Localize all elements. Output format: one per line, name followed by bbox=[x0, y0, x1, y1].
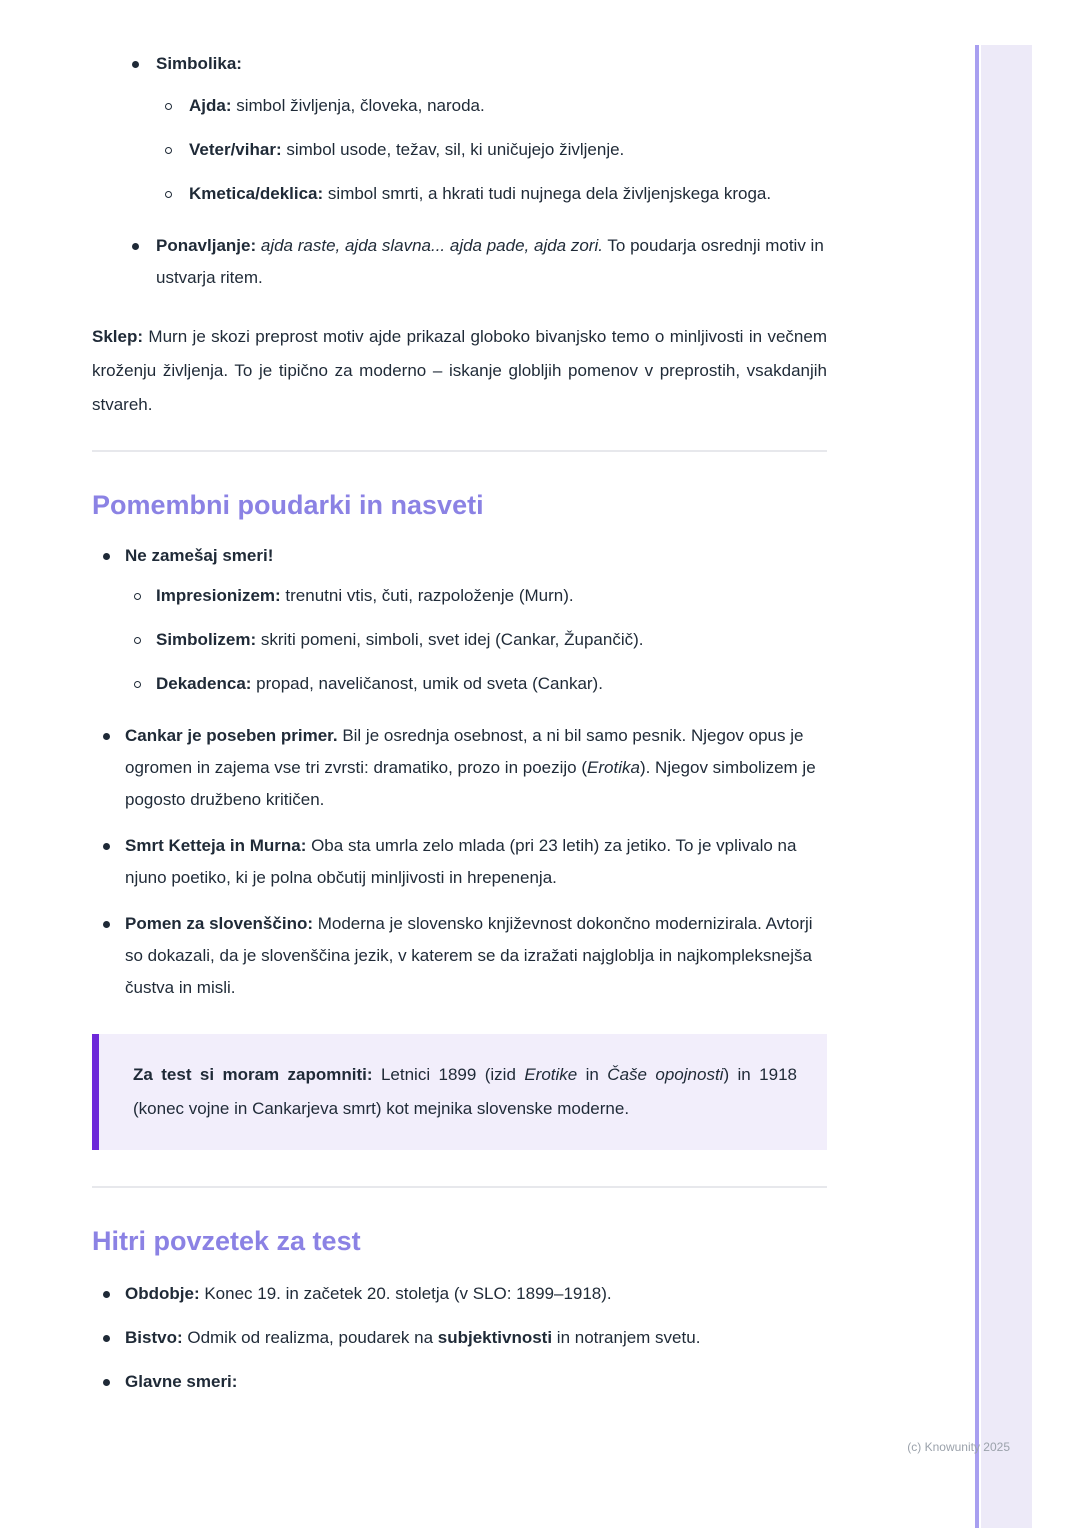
list-subitem bbox=[92, 178, 827, 210]
circle-marker bbox=[165, 90, 189, 110]
list-item-text: Cankar je poseben primer. Bil je osrednja osebnost, a ni bil samo pesnik. Njegov opus je ogromen in zajema vse tri zvrsti: dramatiko, prozo in poezijo (Erotika). Njegov simbolizem je pogosto družbeno kritičen. bbox=[125, 726, 816, 809]
bullet-marker bbox=[103, 1322, 125, 1342]
bullet-marker bbox=[103, 720, 125, 740]
list-item bbox=[92, 830, 827, 894]
list-item-text: Pomen za slovenščino: Moderna je slovensko književnost dokončno modernizirala. Avtorji so dokazali, da je slovenščina jezik, v katerem se da izražati najgloblja in najkompleksnejša čustva in misli. bbox=[125, 914, 813, 997]
list-item bbox=[92, 48, 827, 80]
bullet-marker bbox=[132, 48, 156, 68]
list-subitem bbox=[92, 624, 827, 656]
bullet-marker bbox=[103, 830, 125, 850]
sklep-paragraph: Sklep: Murn je skozi preprost motiv ajde prikazal globoko bivanjsko temo o minljivosti in večnem kroženju življenja. To je tipično za moderno – iskanje globljih pomenov v preprostih, vsakdanjih stvareh. bbox=[92, 327, 827, 414]
list-item bbox=[92, 1278, 827, 1310]
list-subitem bbox=[92, 668, 827, 700]
list-item bbox=[92, 908, 827, 1004]
list-item bbox=[92, 540, 827, 572]
list-item-text: Glavne smeri: bbox=[125, 1372, 238, 1391]
bullet-marker bbox=[103, 540, 125, 560]
list-item-text: Ponavljanje: ajda raste, ajda slavna... ajda pade, ajda zori. To poudarja osrednji motiv in ustvarja ritem. bbox=[156, 236, 824, 287]
list-item-text: Ajda: simbol življenja, človeka, naroda. bbox=[189, 96, 485, 115]
list-item bbox=[92, 1322, 827, 1354]
list-item-text: Dekadenca: propad, naveličanost, umik od sveta (Cankar). bbox=[156, 674, 603, 693]
circle-marker bbox=[165, 178, 189, 198]
section-heading-pomembni-poudarki: Pomembni poudarki in nasveti bbox=[92, 490, 484, 520]
bullet-marker bbox=[103, 1278, 125, 1298]
section-divider bbox=[92, 450, 827, 452]
list-item-text: Bistvo: Odmik od realizma, poudarek na subjektivnosti in notranjem svetu. bbox=[125, 1328, 701, 1347]
vertical-accent-line bbox=[975, 45, 979, 1528]
bullet-marker bbox=[103, 908, 125, 928]
callout-text: Za test si moram zapomniti: Letnici 1899 (izid Erotike in Čaše opojnosti) in 1918 (konec vojne in Cankarjeva smrt) kot mejnika slovenske moderne. bbox=[133, 1065, 797, 1118]
list-subitem bbox=[92, 580, 827, 612]
right-margin-strip bbox=[981, 45, 1032, 1528]
list-item bbox=[92, 1366, 827, 1398]
bullet-marker bbox=[132, 230, 156, 250]
circle-marker bbox=[165, 134, 189, 154]
circle-marker bbox=[134, 668, 156, 688]
list-item-text: Smrt Ketteja in Murna: Oba sta umrla zelo mlada (pri 23 letih) za jetiko. To je vplivalo na njuno poetiko, ki je polna občutij minljivosti in hrepenenja. bbox=[125, 836, 797, 887]
callout-box bbox=[92, 1034, 827, 1150]
poudarki-list bbox=[92, 540, 827, 1004]
list-item-text: Simbolizem: skriti pomeni, simboli, svet idej (Cankar, Župančič). bbox=[156, 630, 644, 649]
symbolika-list bbox=[92, 48, 827, 294]
copyright-watermark: (c) Knowunity 2025 bbox=[907, 1440, 1010, 1454]
bullet-marker bbox=[103, 1366, 125, 1386]
list-item bbox=[92, 230, 827, 294]
circle-marker bbox=[134, 624, 156, 644]
circle-marker bbox=[134, 580, 156, 600]
section-heading-hitri-povzetek: Hitri povzetek za test bbox=[92, 1226, 361, 1256]
list-item-text: Kmetica/deklica: simbol smrti, a hkrati tudi nujnega dela življenjskega kroga. bbox=[189, 184, 772, 203]
list-item-text: Ne zamešaj smeri! bbox=[125, 546, 274, 565]
section-divider bbox=[92, 1186, 827, 1188]
povzetek-list bbox=[92, 1278, 827, 1398]
list-item-text: Impresionizem: trenutni vtis, čuti, razpoloženje (Murn). bbox=[156, 586, 574, 605]
list-subitem bbox=[92, 90, 827, 122]
list-item-text: Veter/vihar: simbol usode, težav, sil, ki uničujejo življenje. bbox=[189, 140, 625, 159]
list-subitem bbox=[92, 134, 827, 166]
list-item bbox=[92, 720, 827, 816]
document-content bbox=[92, 0, 827, 1398]
list-item-text: Simbolika: bbox=[156, 54, 242, 73]
list-item-text: Obdobje: Konec 19. in začetek 20. stoletja (v SLO: 1899–1918). bbox=[125, 1284, 612, 1303]
